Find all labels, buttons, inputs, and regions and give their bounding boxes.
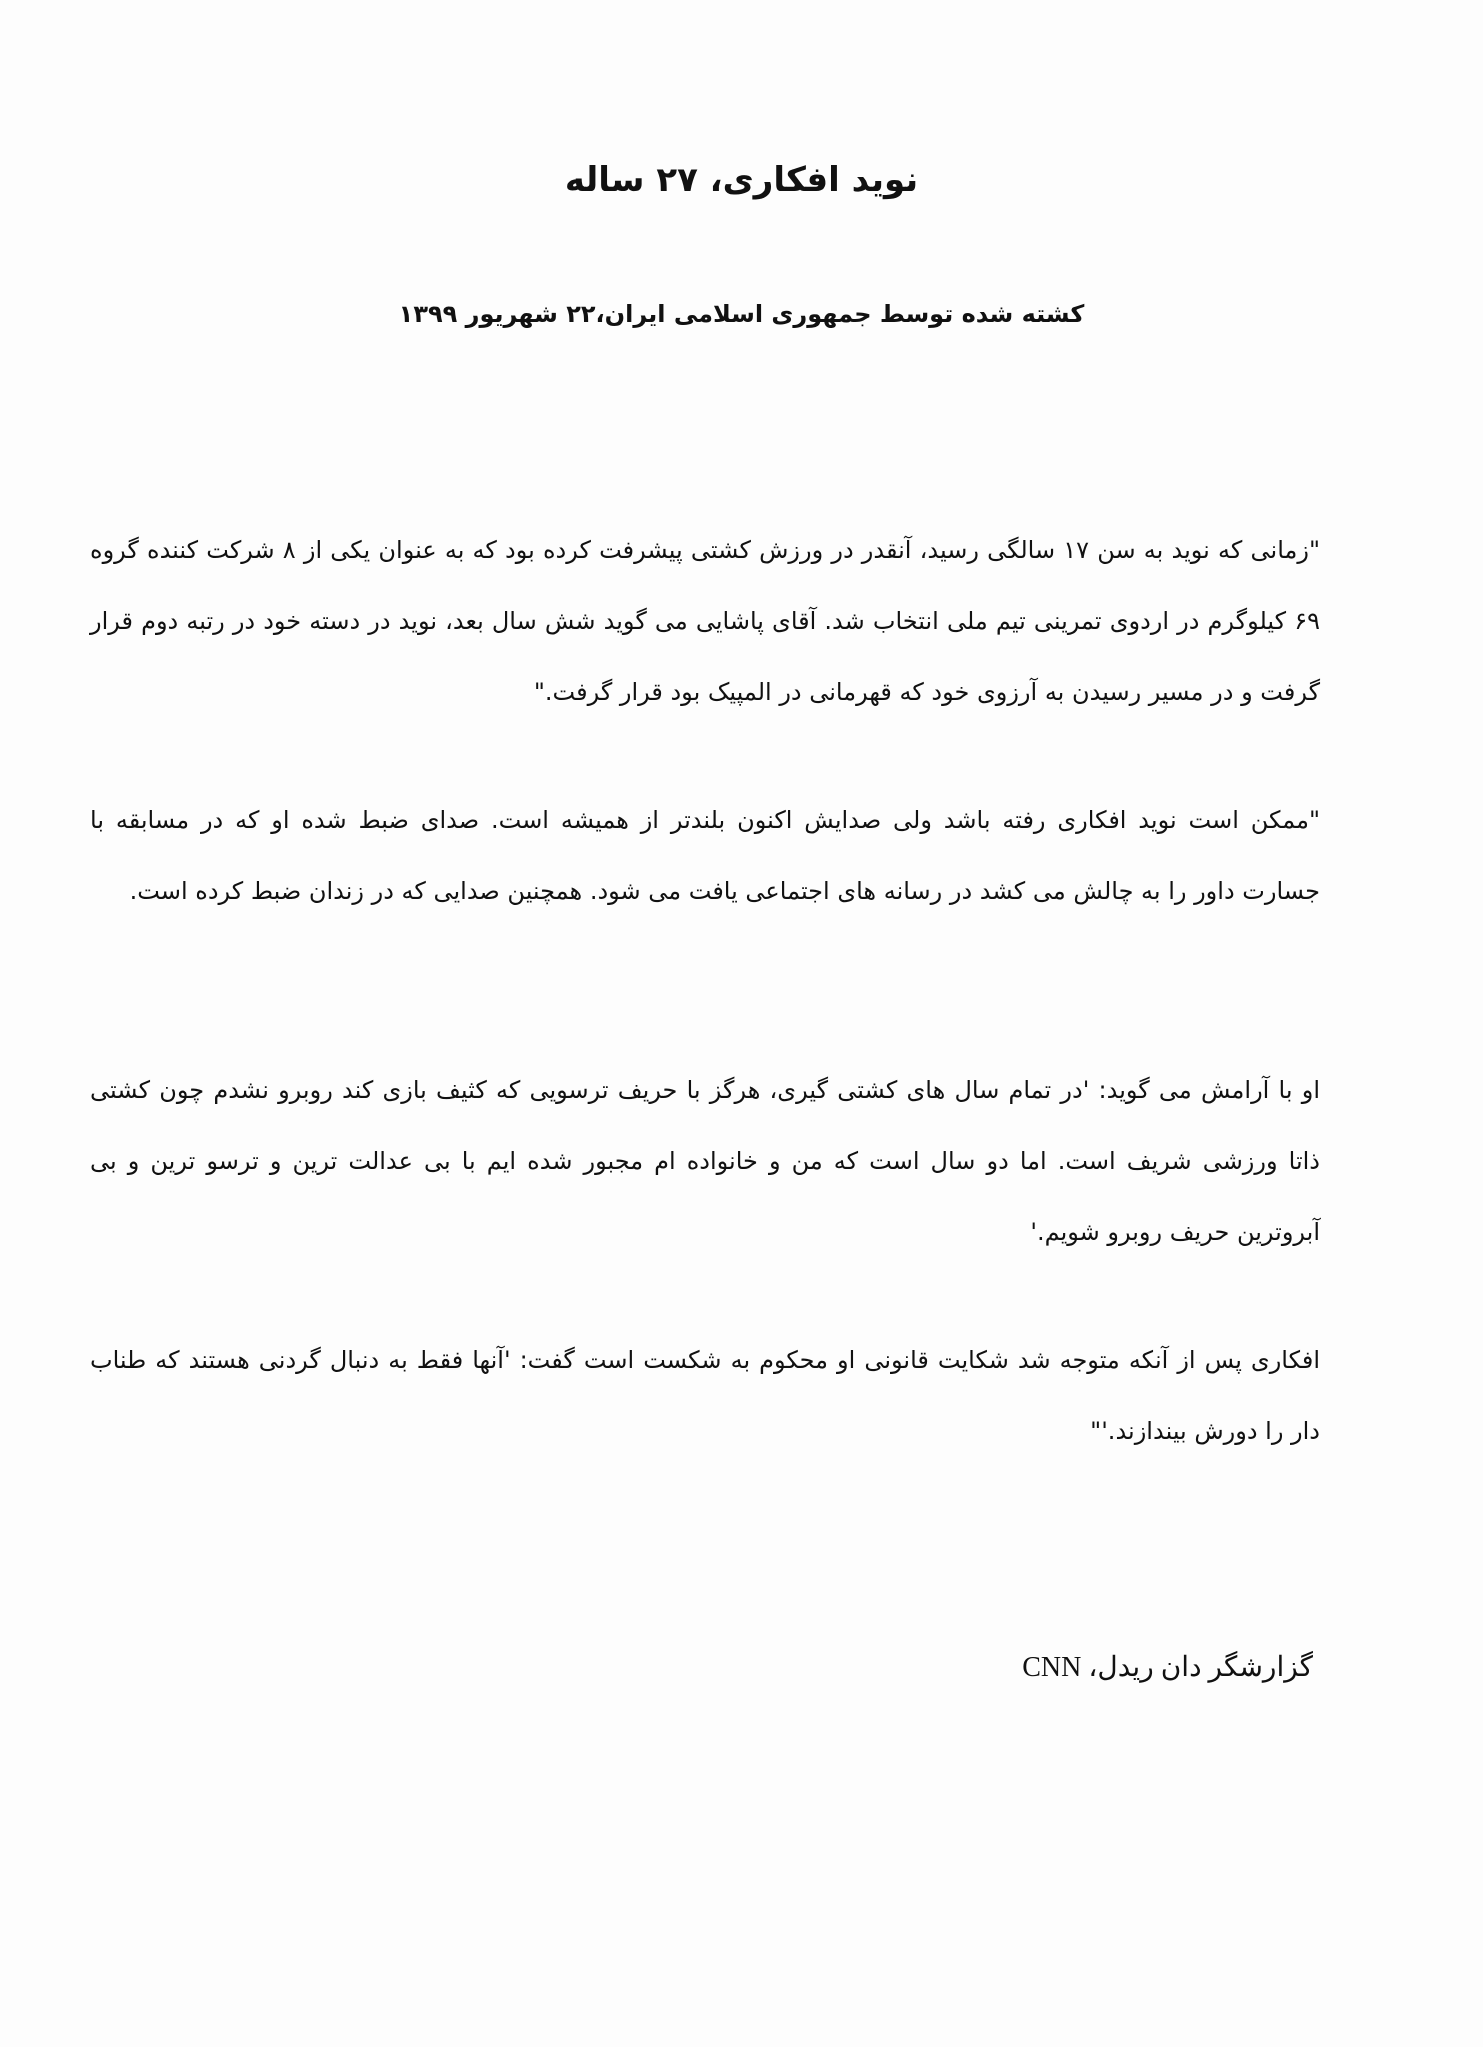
paragraph-4: افکاری پس از آنکه متوجه شد شکایت قانونی او محکوم به شکست است گفت: 'آنها فقط به دنبال گردنی هستند که طناب دار را دورش بیندازند.'" bbox=[90, 1346, 1320, 1445]
paragraph-1: "زمانی که نوید به سن ۱۷ سالگی رسید، آنقدر در ورزش کشتی پیشرفت کرده بود که به عنوان یکی از ۸ شرکت کننده گروه ۶۹ کیلوگرم در اردوی تمرینی تیم ملی انتخاب شد. آقای پاشایی می گوید شش سال بعد، نوید در دسته خود در رتبه دوم قرار گرفت و در مسیر رسیدن به آرزوی خود که قهرمانی در المپیک بود قرار گرفت." bbox=[90, 536, 1320, 706]
paragraph-2: "ممکن است نوید افکاری رفته باشد ولی صدایش اکنون بلندتر از همیشه است. صدای ضبط شده او که در مسابقه با جسارت داور را به چالش می کشد در رسانه های اجتماعی یافت می شود. همچنین صدایی که در زندان ضبط کرده است. bbox=[90, 806, 1320, 905]
document-subtitle: کشته شده توسط جمهوری اسلامی ایران،۲۲ شهریور ۱۳۹۹ bbox=[398, 300, 1085, 328]
document-title: نوید افکاری، ۲۷ ساله bbox=[564, 160, 919, 200]
reporter-signature: گزارشگر دان ریدل، CNN bbox=[1022, 1652, 1313, 1683]
paragraph-3: او با آرامش می گوید: 'در تمام سال های کشتی گیری، هرگز با حریف ترسویی که کثیف بازی کند روبرو نشدم چون کشتی ذاتا ورزشی شریف است. اما دو سال است که من و خانواده ام مجبور شده ایم با بی عدالت ترین و ترسو ترین و بی آبروترین حریف روبرو شویم.' bbox=[90, 1076, 1320, 1246]
